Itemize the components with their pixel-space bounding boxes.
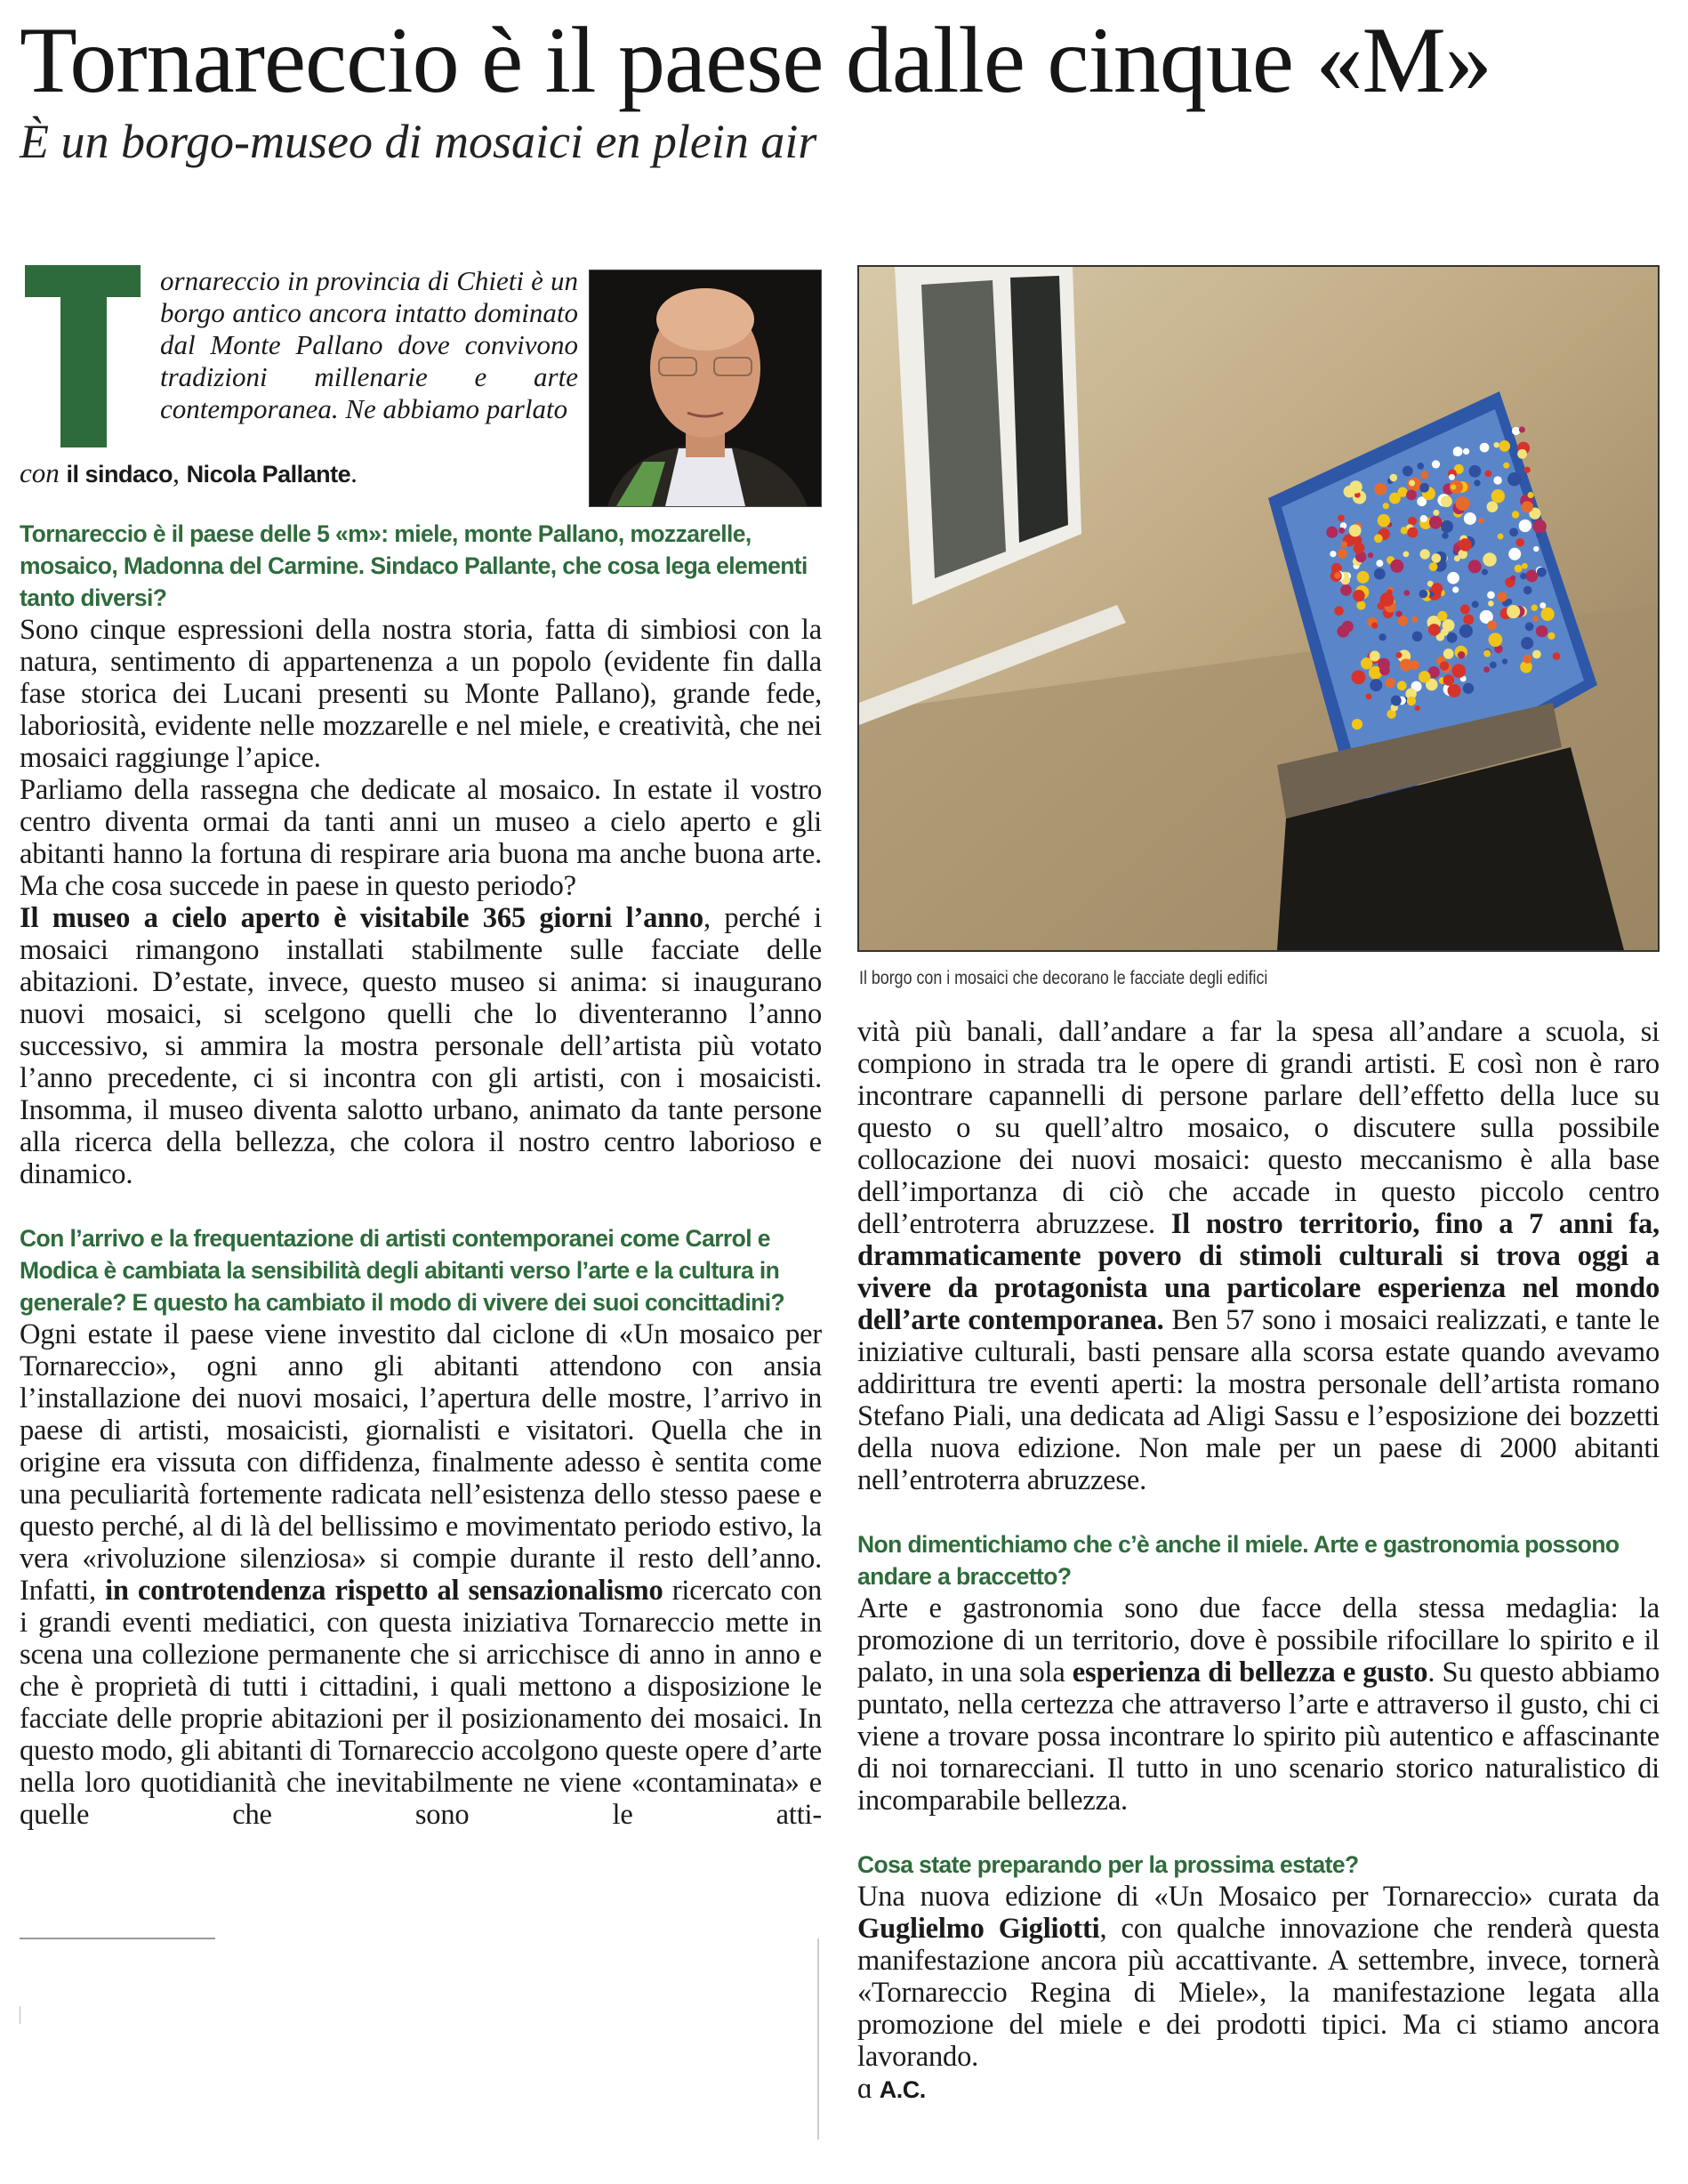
mosaic-tessera — [1474, 480, 1480, 486]
intro-mayor-name: Nicola Pallante — [186, 461, 351, 488]
mosaic-tessera — [1440, 661, 1449, 670]
mosaic-tessera — [1356, 600, 1365, 609]
signoff — [857, 2073, 1660, 2106]
mosaic-tessera — [1403, 466, 1413, 477]
mosaic-tessera — [1383, 503, 1389, 509]
mosaic-tessera — [1441, 628, 1449, 636]
answer-4-text-2: . Su questo abbiamo puntato, nella certezza che attraverso l’arte e attraverso il gusto, chi ci viene a trovare possa incontrare lo spirito più autentico e affascinante di noi tornarecciani. Il tutto in uno scenario storico naturalistico di incomparabile bellezza. — [857, 1656, 1660, 1817]
mosaic-tessera — [1366, 693, 1372, 699]
mosaic-tessera — [1537, 568, 1547, 577]
mosaic-tessera — [1506, 599, 1512, 605]
mosaic-tessera — [1532, 650, 1541, 659]
answer-2-bold: Il museo a cielo aperto è visitabile 365 giorni l’anno — [20, 902, 703, 934]
mosaic-tessera — [1460, 604, 1470, 614]
article-subtitle: È un borgo-museo di mosaici en plein air — [20, 115, 817, 168]
mosaic-tessera — [1429, 516, 1443, 529]
mosaic-tessera — [1487, 501, 1499, 512]
answer-3-text-2: ricercato con i grandi eventi mediatici, con questa iniziativa Tornareccio mette in scena una collezione permanente che si arricchisce di anno in anno e che è proprietà di tutti i cittadini, i quali mettono a disposizione le facciate delle proprie abitazioni per il posizionamento dei mosaici. In questo modo, gli abitanti di Tornareccio accolgono queste opere d’arte nella loro quotidianità che inevitabilmente ne viene «contaminata» e quelle che sono le atti- — [20, 1575, 823, 1831]
mosaic-tessera — [1459, 538, 1471, 551]
mosaic-tessera — [1378, 514, 1390, 527]
mosaic-tessera — [1491, 489, 1505, 503]
mosaic-tessera — [1532, 616, 1539, 622]
intro — [20, 265, 822, 507]
mosaic-tessera — [1510, 576, 1515, 581]
mosaic-tessera — [1515, 538, 1524, 547]
mosaic-tessera — [1451, 484, 1456, 489]
answer-3-bold-2: Il nostro territorio, fino a 7 anni fa, drammaticamente povero di stimoli culturali si trova oggi a vivere da protagonista una particolare esperienza nel mondo dell’arte contemporanea. — [857, 1208, 1660, 1336]
intro-comma: , — [173, 457, 187, 488]
mosaic-tessera — [1498, 592, 1507, 602]
mosaic-tessera — [1338, 528, 1345, 534]
mosaic-tessera — [1374, 568, 1386, 580]
mosaic-tessera — [1508, 548, 1521, 560]
mosaic-tessera — [1519, 427, 1525, 433]
mosaic-tessera — [1390, 560, 1403, 573]
mosaic-tessera — [1528, 492, 1534, 498]
mosaic-tessera — [1407, 697, 1416, 705]
mosaic-tessera — [1533, 546, 1539, 552]
mosaic-tessera — [1443, 674, 1455, 686]
mosaic-tessera — [1441, 496, 1452, 507]
mosaic-tessera — [1483, 666, 1490, 673]
mosaic-tessera — [1431, 583, 1443, 594]
mosaic-tessera — [1540, 608, 1554, 621]
mosaic-tessera — [1539, 602, 1546, 608]
mosaic-tessera — [1431, 553, 1441, 563]
mosaic-tessera — [1412, 632, 1423, 642]
mosaic-tessera — [1371, 623, 1378, 629]
answer-2 — [20, 902, 822, 1190]
mosaic-tessera — [1417, 463, 1424, 470]
mosaic-tessera — [1401, 527, 1408, 534]
mosaic-tessera — [1374, 483, 1387, 496]
author-initials: A.C. — [879, 2076, 926, 2103]
mosaic-tessera — [1524, 467, 1531, 473]
mosaic-tessera — [1498, 534, 1504, 540]
mosaic-tessera — [1507, 472, 1521, 486]
intro-period: . — [350, 457, 358, 488]
question-1: Tornareccio è il paese delle 5 «m»: miele, monte Pallano, mozzarelle, mosaico, Madonna del Carmine. Sindaco Pallante, che cosa lega elementi tanto diversi? — [20, 520, 808, 611]
mosaic-tessera — [1403, 590, 1410, 596]
mosaic-tessera — [1419, 483, 1429, 493]
mosaic-tessera — [1442, 532, 1449, 539]
answer-4-bold: esperienza di bellezza e gusto — [1072, 1656, 1428, 1688]
answer-3-text-3: vità più banali, dall’andare a far la spesa all’andare a scuola, si compiono in strada tra le opere di grandi artisti. E così non è raro incontrare capannelli di persone parlare dell’effetto della luce su questo o su quell’altro mosaico, o discutere sulla possibile collocazione dei nuovi mosaici: questo meccanismo è alla base dell’importanza di ciò che accade in questo piccolo centro dell’entroterra abruzzese. — [857, 1016, 1660, 1240]
answer-3-bold: in controtendenza rispetto al sensazionalismo — [105, 1575, 663, 1607]
answer-3-text-4: Ben 57 sono i mosaici realizzati, e tante le iniziative culturali, basti pensare alla scorsa estate quando avevamo addirittura tre eventi aperti: la mostra personale dell’artista romano Stefano Piali, una dedicata ad Aligi Sassu e l’esposizione dei bozzetti della nuova edizione. Non male per un paese di 2000 abitanti nell’entroterra abruzzese. — [857, 1304, 1660, 1496]
mosaic-tessera — [1354, 543, 1365, 554]
mosaic-tessera — [1488, 600, 1494, 607]
village-mosaic-photo — [857, 265, 1660, 952]
mosaic-tessera — [1443, 649, 1454, 659]
mosaic-tessera — [1408, 517, 1417, 526]
mosaic-tessera — [1419, 549, 1429, 559]
mosaic-tessera — [1337, 625, 1349, 638]
question-2: Parliamo della rassegna che dedicate al mosaico. In estate il vostro centro diventa ormai da tanti anni un museo a cielo aperto e gli abitanti hanno la fortuna di respirare aria buona ma anche buona arte. Ma che cosa succede in paese in questo periodo? — [20, 774, 822, 902]
mosaic-tessera — [1374, 534, 1383, 543]
mosaic-tessera — [1340, 584, 1352, 596]
mosaic-tessera — [1448, 684, 1461, 697]
mosaic-tessera — [1459, 625, 1473, 638]
intro-con: con — [20, 457, 67, 488]
mosaic-tessera — [1463, 683, 1474, 694]
mosaic-tessera — [1463, 448, 1469, 455]
mosaic-tessera — [1480, 443, 1490, 453]
mosaic-tessera — [1395, 652, 1402, 658]
photo-caption: Il borgo con i mosaici che decorano le facciate degli edifici — [859, 968, 1268, 988]
mosaic-tessera — [1441, 520, 1453, 533]
answer-4-text: Arte e gastronomia sono due facce della stessa medaglia: la promozione di un territorio, dove è possibile rifocillare lo spirito e il palato, in una sola — [857, 1592, 1660, 1688]
mosaic-tessera — [1458, 651, 1466, 659]
mosaic-tessera — [1352, 719, 1362, 729]
mosaic-tessera — [1468, 560, 1482, 573]
mosaic-tessera — [1419, 671, 1430, 682]
mosaic-tessera — [1478, 518, 1483, 523]
mosaic-tessera — [1432, 460, 1440, 468]
mosaic-tessera — [1469, 465, 1482, 478]
mosaic-tessera — [1515, 565, 1523, 573]
answer-5-text: Una nuova edizione di «Un Mosaico per Tornareccio» curata da — [857, 1881, 1660, 1913]
mosaic-tessera — [1493, 476, 1501, 484]
faint-frame — [20, 1935, 822, 2140]
mosaic-tessera — [1428, 624, 1441, 636]
mosaic-tessera — [1370, 679, 1382, 691]
mosaic-tessera — [1389, 493, 1401, 504]
mosaic-tessera — [1415, 705, 1420, 711]
right-column — [857, 265, 1660, 2106]
mosaic-tessera — [1447, 633, 1458, 643]
mosaic-tessera — [1419, 590, 1428, 599]
mosaic-tessera — [1361, 657, 1372, 669]
mosaic-tessera — [1536, 533, 1541, 538]
mosaic-tessera — [1379, 633, 1386, 641]
mosaic-tessera — [1391, 696, 1402, 706]
signoff-mark-icon: ɑ — [857, 2073, 872, 2105]
mosaic-tessera — [1519, 520, 1531, 532]
mosaic-tessera — [1376, 560, 1383, 567]
mosaic-tessera — [1512, 511, 1519, 518]
mosaic-tessera — [1403, 551, 1409, 557]
mosaic-tessera — [1483, 650, 1491, 657]
intro-sindaco: il sindaco — [66, 461, 173, 488]
mosaic-tessera — [1520, 573, 1526, 579]
mosaic-tessera — [1487, 591, 1495, 599]
question-5: Cosa state preparando per la prossima estate? — [857, 1851, 1359, 1878]
mayor-portrait — [589, 270, 822, 507]
answer-5 — [857, 1881, 1660, 2073]
mosaic-tessera — [1398, 616, 1408, 625]
mosaic-tessera — [1463, 615, 1474, 625]
intro-last-line — [20, 457, 358, 490]
answer-1: Sono cinque espressioni della nostra storia, fatta di simbiosi con la natura, sentimento di appartenenza a un popolo (evidente fin dalla fase storica dei Lucani presenti su Monte Pallano), grande fede, laboriosità, evidente nelle mozzarelle e nel miele, e creatività, che nei mosaici raggiunge l’apice. — [20, 614, 822, 774]
mosaic-tessera — [1334, 572, 1340, 578]
answer-2-text: , perché i mosaici rimangono installati stabilmente sulle facciate delle abitazioni. D’estate, invece, questo museo si anima: si inaugurano nuovi mosaici, si scelgono quelli che lo diventeranno l’anno successivo, si ammira la mostra personale dell’artista più votato l’anno precedente, ci si incontra con gli artisti, con i mosaicisti. Insomma, il museo diventa salotto urbano, animato da tante persone alla ricerca della bellezza, che colora il nostro centro laborioso e dinamico. — [20, 902, 822, 1190]
mosaic-tessera — [1483, 552, 1497, 567]
mosaic-tessera — [1464, 512, 1476, 525]
mosaic-tessera — [1420, 471, 1428, 480]
mosaic-tessera — [1386, 678, 1395, 688]
mosaic-tessera — [1521, 637, 1533, 649]
question-4: Non dimentichiamo che c’è anche il miele. Arte e gastronomia possono andare a braccetto? — [857, 1531, 1620, 1590]
mosaic-tessera — [1523, 655, 1531, 664]
mosaic-tessera — [1349, 525, 1362, 537]
mosaic-tessera — [1490, 662, 1497, 669]
mosaic-tessera — [1368, 552, 1373, 558]
mosaic-tessera — [1357, 571, 1370, 584]
mosaic-tessera — [1380, 592, 1395, 607]
mosaic-tessera — [1406, 489, 1417, 500]
mosaic-tessera — [1344, 486, 1355, 497]
mosaic-tessera — [1340, 541, 1347, 548]
mosaic-tessera — [1522, 563, 1528, 569]
mosaic-tessera — [1447, 572, 1459, 584]
mosaic-tessera — [1449, 474, 1455, 480]
mosaic-tessera — [1503, 463, 1509, 469]
mosaic-tessera — [1494, 442, 1499, 447]
article-title: Tornareccio è il paese dalle cinque «M» — [20, 8, 1491, 112]
mosaic-tessera — [1482, 569, 1488, 576]
mosaic-tessera — [1334, 606, 1344, 616]
mosaic-tessera — [1400, 659, 1412, 672]
mosaic-tessera — [1499, 440, 1510, 452]
mosaic-tessera — [1433, 510, 1439, 516]
mosaic-tessera — [1547, 633, 1555, 640]
mosaic-tessera — [1522, 501, 1533, 512]
mosaic-tessera — [1353, 590, 1365, 602]
answer-4 — [857, 1592, 1660, 1817]
intro-text: ornareccio in provincia di Chieti è un borgo antico ancora intatto dominato dal Monte Pallano dove convivono tradizioni millenarie e arte contemporanea. Ne abbiamo parlato — [160, 265, 578, 424]
mosaic-tessera — [1523, 586, 1532, 595]
mosaic-tessera — [1455, 496, 1469, 511]
mosaic-tessera — [1390, 474, 1398, 482]
drop-cap — [25, 265, 141, 447]
mosaic-tessera — [1397, 681, 1407, 690]
answer-3-text: Ogni estate il paese viene investito dal ciclone di «Un mosaico per Tornareccio», ogni anno gli abitanti attendono con ansia l’installazione dei nuovi mosaici, l’apertura delle mostre, l’arrivo in paese di artisti, mosaicisti, giornalisti e visitatori. Quella che in origine era vissuta con diffidenza, finalmente adesso è sentita come una peculiarità fortemente radicata nell’esistenza dello stesso paese e questo perché, al di là del bellissimo e movimentato periodo estivo, la vera «rivoluzione silenziosa» si compie durante il resto dell’anno. Infatti, — [20, 1318, 822, 1607]
mosaic-tessera — [1420, 515, 1427, 522]
answer-5-bold: Guglielmo Gigliotti — [857, 1913, 1100, 1945]
mosaic-tessera — [1411, 617, 1418, 623]
mosaic-tessera — [1407, 528, 1418, 538]
mosaic-tessera — [1437, 611, 1447, 621]
mosaic-tessera — [1507, 605, 1520, 618]
mosaic-tessera — [1378, 658, 1390, 671]
mosaic-tessera — [1532, 520, 1547, 534]
answer-5-text-2: , con qualche innovazione che renderà questa manifestazione ancora più accattivante. A settembre, invece, tornerà «Tornareccio Regina di Miele», la manifestazione legata alla promozione del miele e dei prodotti tipici. Ma ci stiamo ancora lavorando. — [857, 1913, 1660, 2073]
mosaic-tessera — [1452, 586, 1459, 592]
mosaic-tessera — [1489, 633, 1503, 647]
answer-3-left — [20, 1318, 822, 1831]
mosaic-tessera — [1451, 664, 1466, 678]
mosaic-tessera — [1512, 427, 1520, 435]
mosaic-tessera — [1472, 600, 1479, 608]
mosaic-tessera — [1487, 621, 1497, 631]
mosaic-tessera — [1453, 447, 1463, 456]
mosaic-tessera — [1502, 658, 1507, 664]
mosaic-tessera — [1409, 480, 1415, 487]
mosaic-tessera — [1429, 562, 1438, 571]
mosaic-tessera — [1351, 670, 1365, 684]
mosaic-tessera — [1536, 625, 1547, 637]
mosaic-tessera — [1517, 449, 1527, 459]
mosaic-tessera — [1509, 528, 1518, 536]
mosaic-tessera — [1338, 549, 1347, 559]
left-column — [20, 265, 822, 1831]
question-3: Con l’arrivo e la frequentazione di artisti contemporanei come Carrol e Modica è cambiata la sensibilità degli abitanti verso l’arte e la cultura in generale? E questo ha cambiato il modo di vivere dei suoi concittadini? — [20, 1225, 785, 1316]
mosaic-tessera — [1330, 551, 1336, 557]
mosaic-tessera — [1525, 622, 1534, 631]
mosaic-tessera — [1553, 652, 1561, 660]
mosaic-tessera — [1326, 527, 1338, 538]
mosaic-tessera — [1484, 470, 1491, 477]
mosaic-tessera — [1531, 604, 1538, 610]
mosaic-tessera — [1338, 514, 1345, 521]
answer-3-right — [857, 1016, 1660, 1496]
